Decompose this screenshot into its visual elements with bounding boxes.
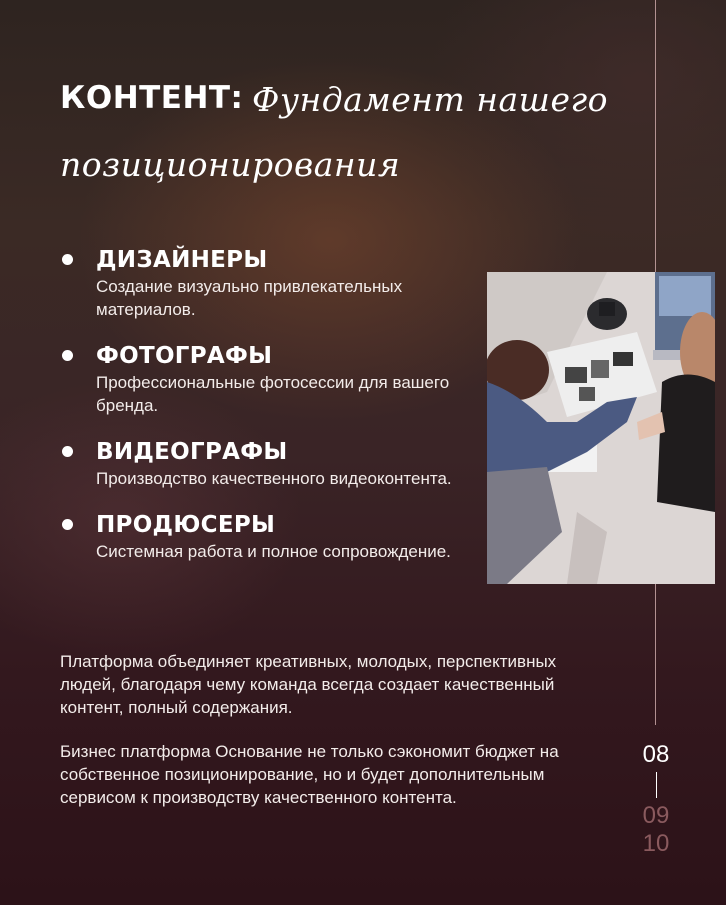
team-photo-illustration xyxy=(487,272,715,584)
role-title: ПРОДЮСЕРЫ xyxy=(96,512,276,538)
team-photo xyxy=(487,272,715,584)
role-desc: Системная работа и полное сопровождение. xyxy=(96,542,451,561)
role-desc: Создание визуально привлекательных материалов. xyxy=(96,277,403,319)
list-item xyxy=(60,245,480,321)
bullet-icon xyxy=(62,519,73,530)
bullet-icon xyxy=(62,350,73,361)
title-bold: КОНТЕНТ: xyxy=(60,80,244,116)
page-current: 08 xyxy=(642,741,670,768)
list-item xyxy=(60,437,480,490)
page-after: 10 xyxy=(642,830,670,857)
title-script-line-1: Фундамент нашего xyxy=(252,80,609,119)
bullet-icon xyxy=(62,446,73,457)
role-desc: Профессиональные фотосессии для вашего бренда. xyxy=(96,373,450,415)
page-indicator xyxy=(628,740,684,858)
paragraph-platform: Платформа объединяет креативных, молодых, перспективных людей, благодаря чему команда всегда создает качественный контент, полный содержания. xyxy=(60,652,557,717)
role-title: ДИЗАЙНЕРЫ xyxy=(96,247,268,273)
bullet-icon xyxy=(62,254,73,265)
role-desc: Производство качественного видеоконтента. xyxy=(96,469,452,488)
roles-list xyxy=(60,245,480,583)
role-title: ФОТОГРАФЫ xyxy=(96,343,273,369)
list-item xyxy=(60,510,480,563)
page-next: 09 xyxy=(642,802,670,829)
title-script-line-2: позиционирования xyxy=(60,145,401,184)
page-dash xyxy=(656,772,657,798)
paragraph-business: Бизнес платформа Основание не только сэкономит бюджет на собственное позиционирование, но и будет дополнительным сервисом к производству качественного контента. xyxy=(60,742,559,807)
role-title: ВИДЕОГРАФЫ xyxy=(96,439,288,465)
list-item xyxy=(60,341,480,417)
